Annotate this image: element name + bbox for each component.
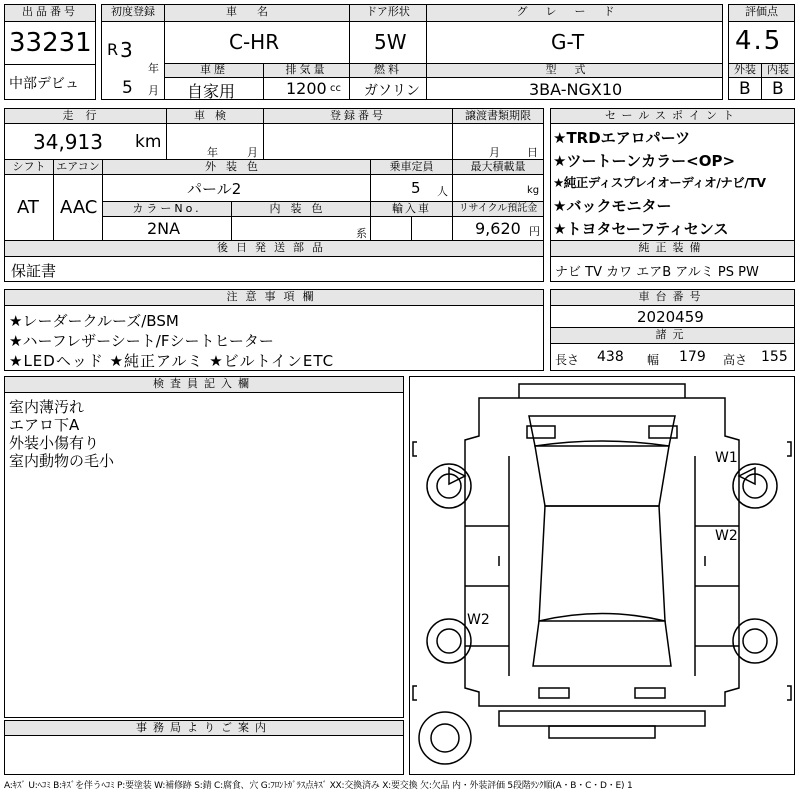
- year-unit: 年: [148, 62, 159, 75]
- door-label: ドア形状: [349, 4, 427, 22]
- debut-text: 中部デビュ: [9, 76, 79, 92]
- load-unit: kg: [527, 185, 540, 196]
- debut-cell: [4, 64, 96, 100]
- door-cell: [349, 21, 427, 64]
- damage-mark: W2: [715, 528, 738, 544]
- mileage-label: 走行: [4, 108, 167, 124]
- capacity-cell: [370, 174, 453, 202]
- transfer-cell: [452, 123, 544, 160]
- car-name-label: 車名: [164, 4, 350, 22]
- first-reg-label: 初度登録: [101, 4, 165, 22]
- sales-label: セールスポイント: [550, 108, 795, 124]
- era: R: [107, 40, 119, 59]
- regno-label: 登録番号: [263, 108, 453, 124]
- recycle-label: リサイクル預託金: [452, 201, 544, 217]
- office-label: 事務局よりご案内: [4, 720, 404, 736]
- history-label: 車歴: [164, 63, 264, 78]
- notes-cell: [4, 305, 544, 371]
- car-name: C-HR: [229, 30, 280, 54]
- transfer-label: 譲渡書類期限: [452, 108, 544, 124]
- door-type: 5W: [374, 30, 407, 54]
- mileage-cell: [4, 123, 167, 160]
- inspector-label: 検査員記入欄: [4, 376, 404, 393]
- equip-cell: [550, 256, 795, 282]
- load-label: 最大積載量: [452, 159, 544, 175]
- score-cell: [728, 21, 795, 64]
- width-value: 179: [679, 349, 706, 365]
- import-cell-a: [370, 216, 412, 241]
- transfer-day-unit: 日: [527, 146, 538, 159]
- recycle-value: 9,620: [475, 219, 521, 238]
- inspector-line: 室内薄汚れ: [9, 398, 85, 416]
- note-item: ★LEDヘッド ★純正アルミ ★ビルトインETC: [9, 352, 335, 370]
- exterior-grade: B: [739, 79, 751, 99]
- reg-year: 3: [120, 38, 133, 62]
- recycle-cell: [452, 216, 544, 241]
- score-value: 4.5: [735, 26, 783, 56]
- recycle-unit: 円: [529, 225, 540, 238]
- length-label: 長さ: [555, 353, 580, 367]
- height-label: 高さ: [723, 353, 748, 367]
- chassis-label: 車台番号: [550, 289, 795, 306]
- fuel-cell: [349, 77, 427, 100]
- score-label: 評価点: [728, 4, 795, 22]
- color-no-cell: [102, 216, 232, 241]
- color-no-label: カラーNo.: [102, 201, 232, 217]
- regno-cell: [263, 123, 453, 160]
- car-name-cell: [164, 21, 350, 64]
- sales-item: ★ツートーンカラー<OP>: [553, 152, 736, 170]
- ac-value: AAC: [60, 197, 98, 218]
- sales-item: ★トヨタセーフティセンス: [553, 220, 729, 238]
- grade-label: グレード: [426, 4, 723, 22]
- capacity-label: 乗車定員: [370, 159, 453, 175]
- sales-list: [550, 123, 795, 241]
- inspector-line: エアロ下A: [9, 416, 80, 434]
- displacement-label: 排気量: [263, 63, 350, 78]
- first-reg-cell: [101, 21, 165, 100]
- chassis-cell: [550, 305, 795, 328]
- grade-cell: [426, 21, 723, 64]
- sales-item: ★TRDエアロパーツ: [553, 129, 691, 147]
- grade: G-T: [551, 30, 585, 54]
- ext-color-label: 外装色: [102, 159, 371, 175]
- shift-value: AT: [17, 197, 39, 218]
- interior-cell: [761, 77, 795, 100]
- damage-mark: W1: [715, 450, 738, 466]
- lot-number: 33231: [9, 28, 92, 58]
- inspector-line: 外装小傷有り: [9, 434, 100, 452]
- import-cell-b: [411, 216, 453, 241]
- exterior-cell: [728, 77, 762, 100]
- displacement-cell: [263, 77, 350, 100]
- lot-label: 出品番号: [4, 4, 96, 22]
- interior-label: 内装: [761, 63, 795, 78]
- history-cell: [164, 77, 264, 100]
- int-color-unit: 系: [356, 227, 367, 240]
- ext-color-cell: [102, 174, 371, 202]
- damage-mark: W2: [467, 612, 490, 628]
- displacement-value: 1200: [286, 79, 327, 98]
- import-label: 輸入車: [370, 201, 453, 217]
- int-color-cell: [231, 216, 371, 241]
- ac-label: エアコン: [53, 159, 103, 175]
- inspection-label: 車検: [166, 108, 264, 124]
- color-no-value: 2NA: [147, 219, 181, 238]
- inspection-month-unit: 月: [247, 146, 258, 159]
- spec-label: 諸元: [550, 327, 795, 344]
- int-color-label: 内装色: [231, 201, 371, 217]
- note-item: ★ハーフレザーシート/Fシートヒーター: [9, 332, 274, 350]
- height-value: 155: [761, 349, 788, 365]
- fuel-label: 燃料: [349, 63, 427, 78]
- capacity-unit: 人: [437, 185, 448, 198]
- inspector-cell: [4, 392, 404, 718]
- displacement-unit: cc: [330, 83, 341, 94]
- car-diagram: [409, 376, 795, 775]
- sales-item: ★バックモニター: [553, 197, 672, 215]
- mileage-unit: km: [135, 132, 162, 152]
- equip-value: ナビ TV カワ エアB アルミ PS PW: [555, 265, 759, 280]
- shift-cell: [4, 174, 54, 241]
- note-item: ★レーダークルーズ/BSM: [9, 312, 179, 330]
- post-parts-value: 保証書: [11, 262, 57, 280]
- inspection-cell: [166, 123, 264, 160]
- capacity-value: 5: [411, 179, 421, 197]
- interior-grade: B: [772, 79, 784, 99]
- length-value: 438: [597, 349, 624, 365]
- model-cell: [426, 77, 723, 100]
- transfer-month-unit: 月: [489, 146, 500, 159]
- sales-item: ★純正ディスプレイオーディオ/ナビ/TV: [553, 175, 766, 190]
- model-value: 3BA-NGX10: [529, 80, 623, 99]
- inspector-line: 室内動物の毛小: [9, 452, 115, 470]
- ac-cell: [53, 174, 103, 241]
- mileage-value: 34,913: [33, 130, 103, 154]
- equip-label: 純正装備: [550, 240, 795, 257]
- office-cell: [4, 735, 404, 775]
- month-unit: 月: [148, 84, 159, 97]
- shift-label: シフト: [4, 159, 54, 175]
- reg-month: 5: [122, 78, 133, 98]
- inspection-year-unit: 年: [207, 146, 218, 159]
- fuel-value: ガソリン: [364, 83, 420, 99]
- chassis-number: 2020459: [637, 308, 704, 326]
- post-parts-label: 後日発送部品: [4, 240, 544, 257]
- model-label: 型式: [426, 63, 723, 78]
- history-value: 自家用: [187, 82, 236, 101]
- spec-cell: [550, 343, 795, 371]
- ext-color-value: パール2: [187, 180, 242, 198]
- post-parts-cell: [4, 256, 544, 282]
- legend-text: A:ｷｽﾞ U:ﾍｺﾐ B:ｷｽﾞを伴うﾍｺﾐ P:要塗装 W:補修跡 S:錆 C:腐食、穴 G:ﾌﾛﾝﾄｶﾞﾗｽ点ｷｽﾞ XX:交換済み X:要交換 欠:欠品 内・外装評価 5段階ﾗﾝｸ順(A・B・C・D・E) 1: [4, 781, 633, 791]
- notes-label: 注意事項欄: [4, 289, 544, 306]
- lot-number-cell: [4, 21, 96, 65]
- load-cell: [452, 174, 544, 202]
- width-label: 幅: [647, 353, 660, 367]
- exterior-label: 外装: [728, 63, 762, 78]
